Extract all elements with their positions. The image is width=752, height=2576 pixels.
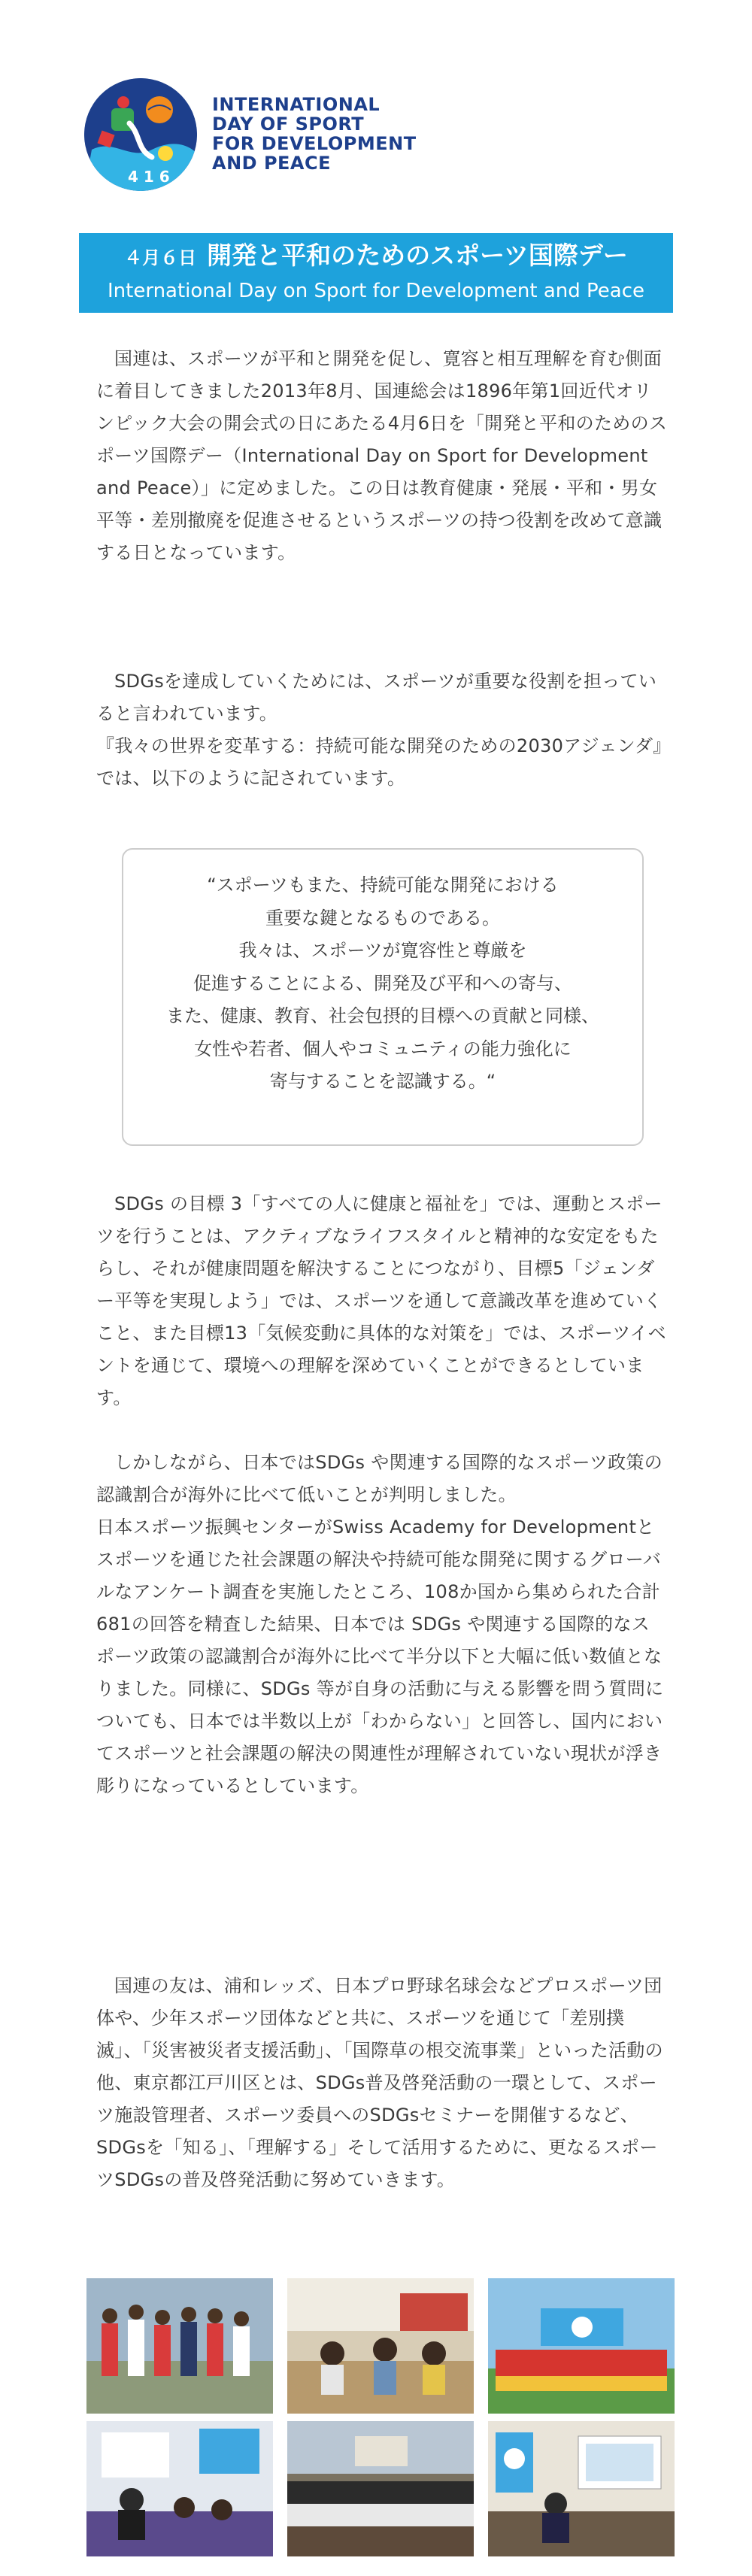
seminar-presentation-photo xyxy=(86,2421,273,2556)
logo-title-line: INTERNATIONAL xyxy=(212,94,381,115)
quote-line: 促進することによる、開発及び平和への寄与、 xyxy=(193,972,572,994)
sdg-goals-paragraph: SDGs の目標 3「すべての人に健康と福祉を」では、運動とスポーツを行うことは、アクティブなライフスタイルと精神的な安定をもたらし、それが健康問題を解決することにつながり、目標5「ジェンダー平等を実現しよう」では、スポーツを通して意識改革を進めていくこと、また目標13「気候変動に具体的な対策を」では、スポーツイベントを通じて、環境への理解を深めていくことができるとしています。 xyxy=(96,1193,666,1408)
agenda-paragraph: 『我々の世界を変革する：持続可能な開発のための2030アジェンダ』では、以下のように記されています。 xyxy=(96,735,663,789)
emblem-text: 4 1 6 xyxy=(128,168,170,186)
group-field-photo xyxy=(287,2421,474,2556)
logo-title xyxy=(212,95,438,173)
un-flag-meeting-photo xyxy=(488,2421,675,2556)
quote-line: “スポーツもまた、持続可能な開発における xyxy=(207,874,559,896)
survey-paragraph: 日本スポーツ振興センターがSwiss Academy for Developmentとスポーツを通じた社会課題の解決や持続可能な開発に関するグローバルなアンケート調査を実施したところ、108か国から集められた合計681の回答を精査した結果、日本では SDGs や関連する国際的なスポーツ政策の認識割合が海外に比べて半分以下と大幅に低い数値となりました。同様に、SDGs 等が自身の活動に与える影響を問う質問についても、日本では半数以上が「わからない」と回答し、国内においてスポーツと社会課題の解決の関連性が理解されていない現状が浮き彫りになっているとしています。 xyxy=(96,1517,664,1796)
sdgs-role-paragraph: SDGsを達成していくためには、スポーツが重要な役割を担っていると言われています。 xyxy=(96,671,657,724)
team-with-banner-photo xyxy=(488,2278,675,2414)
banner-title-text: 開発と平和のためのスポーツ国際デー xyxy=(207,241,628,270)
youth-soccer-team-photo xyxy=(86,2278,273,2414)
agenda-quote-box xyxy=(122,848,644,1146)
intro-paragraph: 国連は、スポーツが平和と開発を促し、寛容と相互理解を育む側面に着目してきました2013年8月、国連総会は1896年第1回近代オリンピック大会の開会式の日にあたる4月6日を「開発と平和のためのスポーツ国際デー（International Day on Sport for Development and Peace）」に定めました。この日は教育健康・発展・平和・男女平等・差別撤廃を促進させるというスポーツの持つ役割を改めて意識する日となっています。 xyxy=(96,348,668,563)
logo xyxy=(84,78,430,199)
quote-line: また、健康、教育、社会包摂的目標への貢献と同様、 xyxy=(166,1005,599,1026)
logo-title-line: FOR DEVELOPMENT xyxy=(212,133,417,154)
quote-text xyxy=(123,869,642,1099)
quote-line: 寄与することを認識する。“ xyxy=(269,1071,496,1092)
quote-line: 重要な鍵となるものである。 xyxy=(265,907,500,929)
children-training-photo xyxy=(287,2278,474,2414)
title-banner xyxy=(79,233,673,313)
photo-grid xyxy=(86,2278,675,2556)
banner-date: ４月６日 xyxy=(124,247,197,268)
quote-line: 女性や若者、個人やコミュニティの能力強化に xyxy=(194,1038,572,1059)
quote-line: 我々は、スポーツが寛容性と尊厳を xyxy=(238,940,527,961)
logo-title-line: DAY OF SPORT xyxy=(212,114,365,135)
japan-awareness-paragraph: しかしながら、日本ではSDGs や関連する国際的なスポーツ政策の認識割合が海外に比べて低いことが判明しました。 xyxy=(96,1452,663,1505)
emblem-icon xyxy=(84,78,197,191)
banner-title-jp xyxy=(79,239,673,274)
logo-title-line: AND PEACE xyxy=(212,153,332,174)
friends-of-un-paragraph: 国連の友は、浦和レッズ、日本プロ野球名球会などプロスポーツ団体や、少年スポーツ団体などと共に、スポーツを通じて「差別撲滅」、「災害被災者支援活動」、「国際草の根交流事業」といった活動の他、東京都江戸川区とは、SDGs普及啓発活動の一環として、スポーツ施設管理者、スポーツ委員へのSDGsセミナーを開催するなど、SDGsを「知る」、「理解する」そして活用するために、更なるスポーツSDGsの普及啓発活動に努めていきます。 xyxy=(96,1975,663,2190)
banner-title-en: International Day on Sport for Development and Peace xyxy=(108,280,644,302)
